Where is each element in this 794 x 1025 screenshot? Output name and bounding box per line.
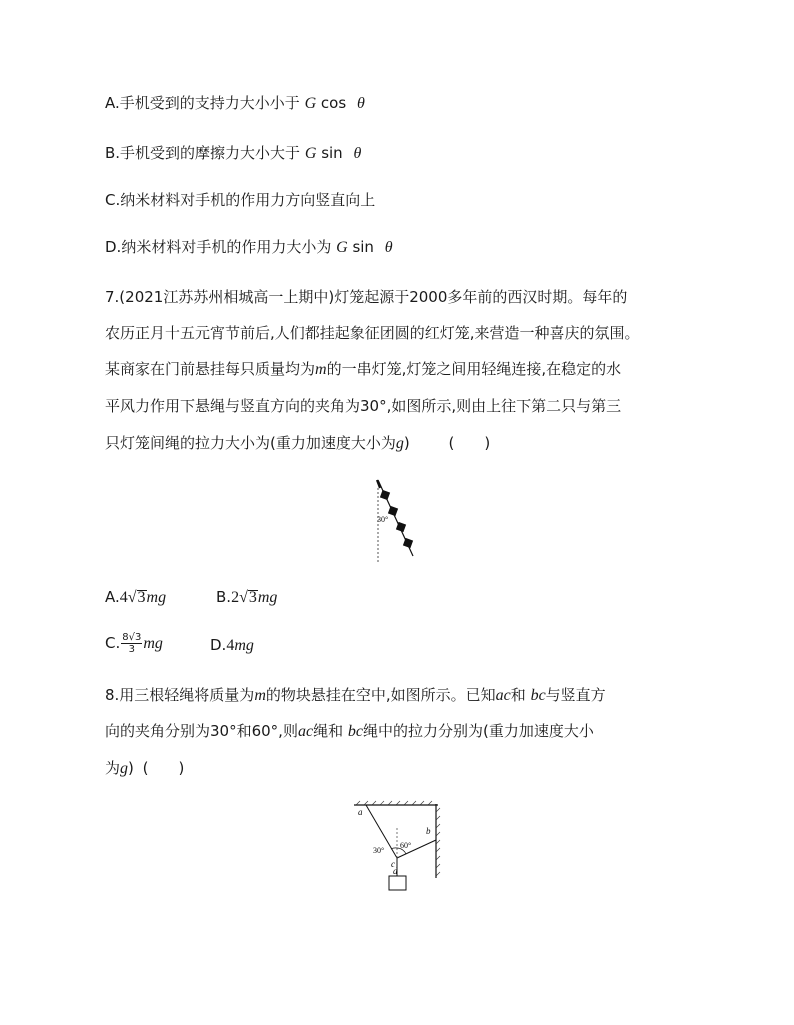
angle-label-60: 60°	[400, 841, 412, 850]
wall-hatching	[436, 808, 440, 876]
angle-label-30: 30°	[373, 846, 385, 855]
option-6c: C.纳米材料对手机的作用力方向竖直向上	[105, 191, 376, 209]
answer-bracket: ( )	[142, 759, 185, 777]
q8-line-1: 8.用三根轻绳将质量为m的物块悬挂在空中,如图所示。已知ac和 bc与竖直方	[105, 686, 606, 704]
rope-block-figure	[350, 800, 446, 900]
q7-line-2: 农历正月十五元宵节前后,人们都挂起象征团圆的红灯笼,来营造一种喜庆的氛围。	[105, 324, 640, 342]
block-d	[389, 876, 406, 890]
q8-line-3: 为g) ( )	[105, 759, 185, 777]
q7-line-4: 平风力作用下悬绳与竖直方向的夹角为30°,如图所示,则由上往下第二只与第三	[105, 397, 622, 415]
lantern	[403, 538, 413, 548]
label-a: a	[358, 807, 363, 817]
option-6d: D.纳米材料对手机的作用力大小为 G sin θ	[105, 238, 393, 256]
q7-line-5: 只灯笼间绳的拉力大小为(重力加速度大小为g) ( )	[105, 434, 491, 452]
answer-bracket: ( )	[448, 434, 491, 452]
option-7a: A.4√3mg	[105, 588, 167, 606]
lantern	[388, 506, 398, 516]
option-7c: C. $\frac{8√3}{3}$ mg	[105, 632, 163, 655]
label-c: c	[391, 859, 395, 869]
angle-arc-30	[391, 848, 397, 849]
label-b: b	[426, 826, 431, 836]
fraction: $\frac{8√3}{3}$	[122, 632, 142, 655]
angle-label: 30°	[377, 515, 389, 524]
q7-line-1: 7.(2021江苏苏州相城高一上期中)灯笼起源于2000多年前的西汉时期。每年的	[105, 288, 628, 306]
q7-line-3: 某商家在门前悬挂每只质量均为m的一串灯笼,灯笼之间用轻绳连接,在稳定的水	[105, 360, 622, 378]
q8-line-2: 向的夹角分别为30°和60°,则ac绳和 bc绳中的拉力分别为(重力加速度大小	[105, 722, 594, 740]
lantern-figure	[368, 478, 428, 564]
option-7d: D.4mg	[210, 636, 254, 654]
rope-top-hook	[377, 480, 380, 488]
option-6b: B.手机受到的摩擦力大小大于 G sin θ	[105, 144, 362, 162]
option-6a: A.手机受到的支持力大小小于 G cos θ	[105, 94, 365, 112]
lantern	[380, 490, 390, 500]
option-7b: B.2√3mg	[216, 588, 278, 606]
label-d: d	[393, 866, 398, 876]
